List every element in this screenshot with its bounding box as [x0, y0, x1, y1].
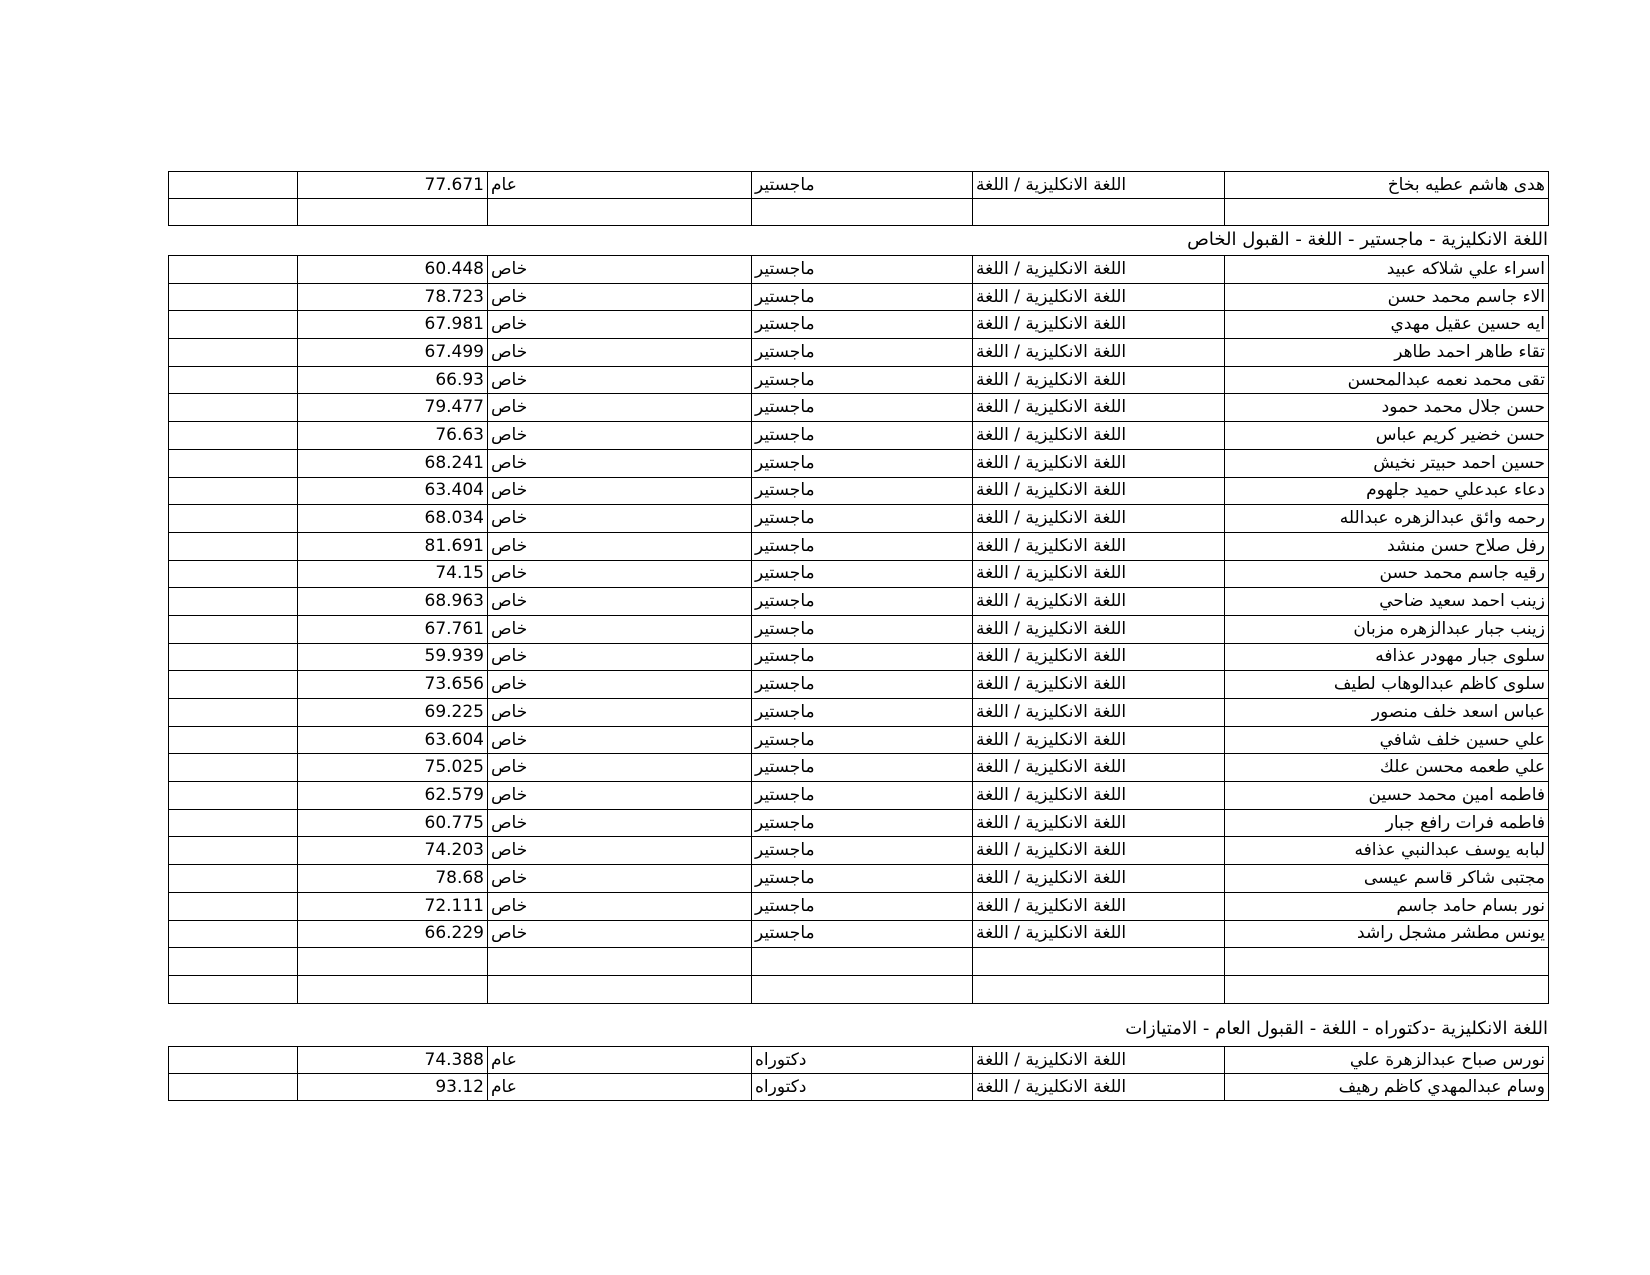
note-cell: [169, 699, 298, 727]
degree-cell: ماجستير: [752, 505, 973, 533]
admission-type-cell: [488, 975, 752, 1003]
department-cell: اللغة الانكليزية / اللغة: [973, 699, 1225, 727]
admission-type-cell: خاص: [488, 477, 752, 505]
table-row: [169, 809, 1549, 837]
table-row: [169, 615, 1549, 643]
admission-type-cell: خاص: [488, 560, 752, 588]
table-row: [169, 643, 1549, 671]
admission-type-cell: خاص: [488, 892, 752, 920]
student-name-cell: رفل صلاح حسن منشد: [1225, 532, 1549, 560]
score-cell: [298, 199, 488, 226]
note-cell: [169, 754, 298, 782]
admission-type-cell: خاص: [488, 726, 752, 754]
student-name-cell: رحمه وائق عبدالزهره عبدالله: [1225, 505, 1549, 533]
score-cell: 78.68: [298, 865, 488, 893]
score-cell: 74.203: [298, 837, 488, 865]
degree-cell: دكتوراه: [752, 1074, 973, 1101]
admission-type-cell: خاص: [488, 920, 752, 948]
degree-cell: ماجستير: [752, 754, 973, 782]
department-cell: اللغة الانكليزية / اللغة: [973, 449, 1225, 477]
degree-cell: دكتوراه: [752, 1047, 973, 1074]
table-row: [169, 477, 1549, 505]
note-cell: [169, 726, 298, 754]
table-row: [169, 671, 1549, 699]
student-name-cell: [1225, 975, 1549, 1003]
student-name-cell: دعاء عبدعلي حميد جلهوم: [1225, 477, 1549, 505]
note-cell: [169, 394, 298, 422]
degree-cell: ماجستير: [752, 671, 973, 699]
department-cell: اللغة الانكليزية / اللغة: [973, 172, 1225, 199]
note-cell: [169, 366, 298, 394]
section-heading-doctorate: اللغة الانكليزية -دكتوراه - اللغة - القبول العام - الامتيازات: [1125, 1018, 1548, 1039]
score-cell: 67.761: [298, 615, 488, 643]
score-cell: 63.404: [298, 477, 488, 505]
score-cell: 74.15: [298, 560, 488, 588]
table-row: [169, 172, 1549, 199]
score-cell: 77.671: [298, 172, 488, 199]
admission-type-cell: خاص: [488, 782, 752, 810]
degree-cell: ماجستير: [752, 865, 973, 893]
department-cell: اللغة الانكليزية / اللغة: [973, 366, 1225, 394]
score-cell: 69.225: [298, 699, 488, 727]
degree-cell: ماجستير: [752, 699, 973, 727]
student-name-cell: رقيه جاسم محمد حسن: [1225, 560, 1549, 588]
department-cell: اللغة الانكليزية / اللغة: [973, 339, 1225, 367]
note-cell: [169, 782, 298, 810]
note-cell: [169, 1047, 298, 1074]
score-cell: 60.775: [298, 809, 488, 837]
score-cell: 73.656: [298, 671, 488, 699]
student-name-cell: تقاء طاهر احمد طاهر: [1225, 339, 1549, 367]
department-cell: اللغة الانكليزية / اللغة: [973, 532, 1225, 560]
table-body: [169, 256, 1549, 1004]
table-row: [169, 311, 1549, 339]
student-name-cell: زينب جبار عبدالزهره مزبان: [1225, 615, 1549, 643]
department-cell: [973, 199, 1225, 226]
table-row: [169, 865, 1549, 893]
admission-type-cell: خاص: [488, 339, 752, 367]
degree-cell: [752, 975, 973, 1003]
degree-cell: ماجستير: [752, 477, 973, 505]
note-cell: [169, 532, 298, 560]
note-cell: [169, 422, 298, 450]
department-cell: اللغة الانكليزية / اللغة: [973, 726, 1225, 754]
degree-cell: ماجستير: [752, 837, 973, 865]
table-row: [169, 837, 1549, 865]
score-cell: 68.034: [298, 505, 488, 533]
note-cell: [169, 671, 298, 699]
department-cell: اللغة الانكليزية / اللغة: [973, 809, 1225, 837]
table-row: [169, 283, 1549, 311]
admission-type-cell: خاص: [488, 809, 752, 837]
department-cell: اللغة الانكليزية / اللغة: [973, 643, 1225, 671]
department-cell: اللغة الانكليزية / اللغة: [973, 615, 1225, 643]
degree-cell: [752, 948, 973, 976]
student-name-cell: حسين احمد حبيتر نخيش: [1225, 449, 1549, 477]
degree-cell: ماجستير: [752, 726, 973, 754]
score-cell: 68.241: [298, 449, 488, 477]
score-cell: 81.691: [298, 532, 488, 560]
score-cell: 67.499: [298, 339, 488, 367]
department-cell: [973, 975, 1225, 1003]
degree-cell: ماجستير: [752, 256, 973, 284]
table-row: [169, 505, 1549, 533]
degree-cell: ماجستير: [752, 339, 973, 367]
table-body: [169, 172, 1549, 226]
degree-cell: [752, 199, 973, 226]
department-cell: اللغة الانكليزية / اللغة: [973, 1047, 1225, 1074]
degree-cell: ماجستير: [752, 532, 973, 560]
department-cell: اللغة الانكليزية / اللغة: [973, 422, 1225, 450]
note-cell: [169, 809, 298, 837]
student-name-cell: لبابه يوسف عبدالنبي عذافه: [1225, 837, 1549, 865]
score-cell: 75.025: [298, 754, 488, 782]
note-cell: [169, 172, 298, 199]
student-name-cell: [1225, 199, 1549, 226]
degree-cell: ماجستير: [752, 366, 973, 394]
note-cell: [169, 948, 298, 976]
table-row: [169, 449, 1549, 477]
note-cell: [169, 560, 298, 588]
admission-type-cell: خاص: [488, 532, 752, 560]
department-cell: اللغة الانكليزية / اللغة: [973, 782, 1225, 810]
degree-cell: ماجستير: [752, 172, 973, 199]
table-row: [169, 948, 1549, 976]
department-cell: اللغة الانكليزية / اللغة: [973, 477, 1225, 505]
table-row: [169, 1047, 1549, 1074]
student-name-cell: فاطمه فرات رافع جبار: [1225, 809, 1549, 837]
student-name-cell: تقى محمد نعمه عبدالمحسن: [1225, 366, 1549, 394]
table-row: [169, 754, 1549, 782]
admission-type-cell: خاص: [488, 865, 752, 893]
department-cell: اللغة الانكليزية / اللغة: [973, 560, 1225, 588]
student-name-cell: علي طعمه محسن علك: [1225, 754, 1549, 782]
department-cell: اللغة الانكليزية / اللغة: [973, 865, 1225, 893]
note-cell: [169, 865, 298, 893]
student-name-cell: ايه حسين عقيل مهدي: [1225, 311, 1549, 339]
admission-type-cell: خاص: [488, 588, 752, 616]
student-name-cell: سلوى جبار مهودر عذافه: [1225, 643, 1549, 671]
student-name-cell: عباس اسعد خلف منصور: [1225, 699, 1549, 727]
score-cell: 66.229: [298, 920, 488, 948]
table-row: [169, 366, 1549, 394]
student-name-cell: حسن خضير كريم عباس: [1225, 422, 1549, 450]
department-cell: [973, 948, 1225, 976]
degree-cell: ماجستير: [752, 809, 973, 837]
table-row: [169, 339, 1549, 367]
student-name-cell: مجتبى شاكر قاسم عيسى: [1225, 865, 1549, 893]
table-row: [169, 699, 1549, 727]
student-name-cell: فاطمه امين محمد حسين: [1225, 782, 1549, 810]
department-cell: اللغة الانكليزية / اللغة: [973, 256, 1225, 284]
student-name-cell: علي حسين خلف شافي: [1225, 726, 1549, 754]
note-cell: [169, 449, 298, 477]
admission-type-cell: خاص: [488, 283, 752, 311]
student-name-cell: يونس مطشر مشجل راشد: [1225, 920, 1549, 948]
student-name-cell: [1225, 948, 1549, 976]
score-cell: [298, 975, 488, 1003]
admission-type-cell: خاص: [488, 505, 752, 533]
student-name-cell: هدى هاشم عطيه بخاخ: [1225, 172, 1549, 199]
department-cell: اللغة الانكليزية / اللغة: [973, 394, 1225, 422]
degree-cell: ماجستير: [752, 920, 973, 948]
department-cell: اللغة الانكليزية / اللغة: [973, 283, 1225, 311]
score-cell: 62.579: [298, 782, 488, 810]
admission-type-cell: خاص: [488, 699, 752, 727]
degree-cell: ماجستير: [752, 422, 973, 450]
department-cell: اللغة الانكليزية / اللغة: [973, 671, 1225, 699]
table-row: [169, 1074, 1549, 1101]
admission-type-cell: خاص: [488, 394, 752, 422]
results-table-special: [168, 255, 1549, 1004]
note-cell: [169, 643, 298, 671]
score-cell: 72.111: [298, 892, 488, 920]
note-cell: [169, 505, 298, 533]
note-cell: [169, 837, 298, 865]
table-row: [169, 422, 1549, 450]
note-cell: [169, 615, 298, 643]
score-cell: 76.63: [298, 422, 488, 450]
score-cell: 60.448: [298, 256, 488, 284]
table-row: [169, 560, 1549, 588]
table-row: [169, 782, 1549, 810]
table-row: [169, 394, 1549, 422]
admission-type-cell: عام: [488, 1074, 752, 1101]
student-name-cell: زينب احمد سعيد ضاحي: [1225, 588, 1549, 616]
results-table-doctorate: [168, 1046, 1549, 1101]
table-row: [169, 892, 1549, 920]
note-cell: [169, 892, 298, 920]
department-cell: اللغة الانكليزية / اللغة: [973, 311, 1225, 339]
student-name-cell: اسراء علي شلاكه عبيد: [1225, 256, 1549, 284]
table-row: [169, 532, 1549, 560]
degree-cell: ماجستير: [752, 588, 973, 616]
degree-cell: ماجستير: [752, 643, 973, 671]
degree-cell: ماجستير: [752, 782, 973, 810]
student-name-cell: نورس صباح عبدالزهرة علي: [1225, 1047, 1549, 1074]
note-cell: [169, 920, 298, 948]
score-cell: 79.477: [298, 394, 488, 422]
degree-cell: ماجستير: [752, 449, 973, 477]
note-cell: [169, 1074, 298, 1101]
student-name-cell: الاء جاسم محمد حسن: [1225, 283, 1549, 311]
student-name-cell: نور بسام حامد جاسم: [1225, 892, 1549, 920]
note-cell: [169, 256, 298, 284]
admission-type-cell: خاص: [488, 837, 752, 865]
degree-cell: ماجستير: [752, 311, 973, 339]
admission-type-cell: خاص: [488, 449, 752, 477]
admission-type-cell: خاص: [488, 422, 752, 450]
admission-type-cell: خاص: [488, 311, 752, 339]
note-cell: [169, 199, 298, 226]
score-cell: 67.981: [298, 311, 488, 339]
student-name-cell: سلوى كاظم عبدالوهاب لطيف: [1225, 671, 1549, 699]
admission-type-cell: [488, 199, 752, 226]
table-row: [169, 726, 1549, 754]
table-row: [169, 256, 1549, 284]
note-cell: [169, 588, 298, 616]
department-cell: اللغة الانكليزية / اللغة: [973, 505, 1225, 533]
admission-type-cell: عام: [488, 172, 752, 199]
degree-cell: ماجستير: [752, 892, 973, 920]
admission-type-cell: خاص: [488, 615, 752, 643]
results-table-general: [168, 171, 1549, 226]
department-cell: اللغة الانكليزية / اللغة: [973, 837, 1225, 865]
note-cell: [169, 477, 298, 505]
note-cell: [169, 283, 298, 311]
table-body: [169, 1047, 1549, 1101]
score-cell: 66.93: [298, 366, 488, 394]
department-cell: اللغة الانكليزية / اللغة: [973, 588, 1225, 616]
degree-cell: ماجستير: [752, 394, 973, 422]
score-cell: 63.604: [298, 726, 488, 754]
student-name-cell: وسام عبدالمهدي كاظم رهيف: [1225, 1074, 1549, 1101]
department-cell: اللغة الانكليزية / اللغة: [973, 1074, 1225, 1101]
score-cell: [298, 948, 488, 976]
note-cell: [169, 339, 298, 367]
department-cell: اللغة الانكليزية / اللغة: [973, 754, 1225, 782]
note-cell: [169, 311, 298, 339]
admission-type-cell: خاص: [488, 256, 752, 284]
department-cell: اللغة الانكليزية / اللغة: [973, 920, 1225, 948]
admission-type-cell: خاص: [488, 366, 752, 394]
admission-type-cell: [488, 948, 752, 976]
score-cell: 74.388: [298, 1047, 488, 1074]
table-row: [169, 199, 1549, 226]
degree-cell: ماجستير: [752, 615, 973, 643]
degree-cell: ماجستير: [752, 283, 973, 311]
score-cell: 59.939: [298, 643, 488, 671]
score-cell: 93.12: [298, 1074, 488, 1101]
department-cell: اللغة الانكليزية / اللغة: [973, 892, 1225, 920]
student-name-cell: حسن جلال محمد حمود: [1225, 394, 1549, 422]
table-row: [169, 920, 1549, 948]
section-heading-special-admission: اللغة الانكليزية - ماجستير - اللغة - القبول الخاص: [1187, 229, 1548, 250]
admission-type-cell: خاص: [488, 643, 752, 671]
table-row: [169, 588, 1549, 616]
score-cell: 68.963: [298, 588, 488, 616]
degree-cell: ماجستير: [752, 560, 973, 588]
score-cell: 78.723: [298, 283, 488, 311]
note-cell: [169, 975, 298, 1003]
table-row: [169, 975, 1549, 1003]
admission-type-cell: خاص: [488, 671, 752, 699]
admission-type-cell: عام: [488, 1047, 752, 1074]
admission-type-cell: خاص: [488, 754, 752, 782]
